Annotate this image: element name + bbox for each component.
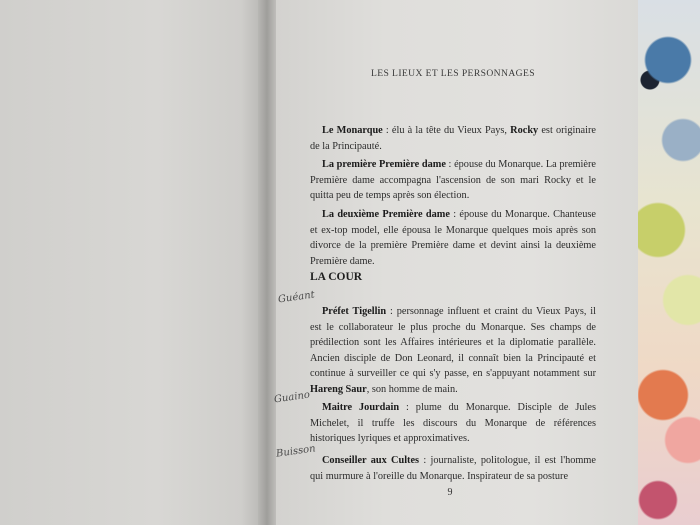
entry-text-2: est originaire de la Principauté. [310, 125, 596, 152]
entry-text: : élu à la tête du Vieux Pays, [382, 125, 511, 137]
entry-prefet-tigellin [310, 304, 596, 397]
running-head: LES LIEUX ET LES PERSONNAGES [371, 68, 535, 79]
entry-name: La première Première dame [322, 159, 446, 171]
left-page [0, 0, 262, 525]
entry-premiere-dame [310, 157, 596, 204]
entry-monarque [310, 123, 596, 154]
entry-text: : épouse du Monarque. Chanteuse et ex-top model, elle épousa le Monarque quelques mois après son divorce de la première Première dame et devint ainsi la deuxième Première dame. [310, 209, 596, 267]
handwritten-note-guaino: Guaino [273, 389, 311, 406]
floral-background [638, 0, 700, 525]
entry-name: Préfet Tigellin [322, 306, 387, 318]
handwritten-note-gueant: Guéant [277, 289, 316, 306]
entry-text: : plume du Monarque. Disciple de Jules Michelet, il truffe les discours du Monarque de références historiques lyriques et approximatives. [310, 402, 596, 445]
entry-maitre-jourdain [310, 400, 596, 447]
entry-name-2: Rocky [510, 125, 539, 137]
entry-text: : personnage influent et craint du Vieux Pays, il est le collaborateur le plus proche du Monarque. Ses champs de prédilection sont les Affaires intérieures et la diplomatie parallèle. Ancien disciple de Don Leonard, il connaît bien la Principauté et continue à surveiller ce qui s'y passe, en s'appuyant notamment sur [310, 306, 596, 380]
entry-text: : épouse du Monarque. La première Première dame accompagna l'ascension de son mari Rocky et le quitta peu de temps après son élection. [310, 159, 596, 202]
entry-conseiller-cultes [310, 453, 596, 484]
page-number: 9 [447, 487, 453, 498]
entry-name: Conseiller aux Cultes [322, 455, 420, 467]
handwritten-note-buisson: Buisson [275, 443, 317, 460]
entry-name-2: Hareng Saur [310, 383, 367, 395]
section-title: LA COUR [310, 271, 363, 283]
entry-name: La deuxième Première dame [322, 209, 450, 221]
entry-deuxieme-dame [310, 207, 596, 269]
entry-text-2: , son homme de main. [366, 383, 458, 395]
entry-name: Le Monarque [322, 125, 383, 137]
book-gutter [258, 0, 278, 525]
entry-text: : journaliste, politologue, il est l'homme qui murmure à l'oreille du Monarque. Inspirateur de sa posture [310, 455, 596, 482]
entry-name: Maitre Jourdain [322, 402, 400, 414]
